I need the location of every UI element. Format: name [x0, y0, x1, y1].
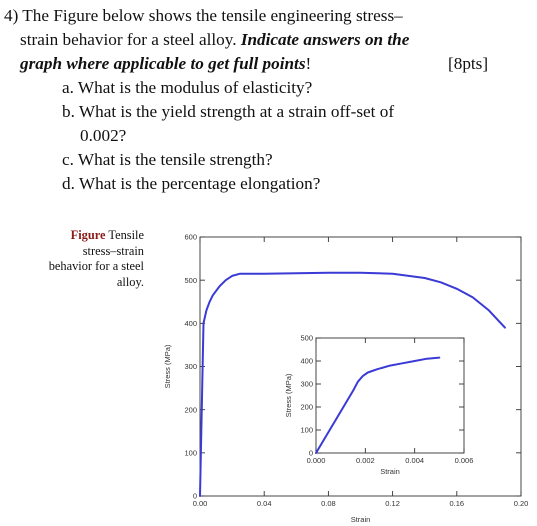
- main-ytick-label: 400: [184, 318, 197, 328]
- question-line-1: 4) The Figure below shows the tensile engineering stress–: [4, 6, 403, 25]
- question-line-3-plain: !: [305, 54, 312, 73]
- main-xtick-label: 0.04: [256, 499, 272, 508]
- inset-ytick-label: 0: [308, 448, 313, 458]
- caption-line-4: alloy.: [116, 274, 144, 289]
- inset-ytick-label: 400: [300, 356, 313, 366]
- main-xtick-label: 0.00: [192, 499, 208, 508]
- caption-word: Tensile: [108, 228, 144, 242]
- question-line-2-plain: strain behavior for a steel alloy.: [20, 30, 241, 49]
- main-xtick-label: 0.16: [449, 499, 465, 508]
- inset-ytick-label: 100: [300, 425, 313, 435]
- main-ytick-label: 500: [184, 275, 197, 285]
- inset-xtick-label: 0.004: [405, 456, 425, 465]
- main-xtick-label: 0.12: [385, 499, 400, 508]
- inset-ytick-label: 200: [300, 402, 313, 412]
- main-xtick-label: 0.08: [321, 499, 336, 508]
- inset-ytick-label: 300: [300, 379, 313, 389]
- question-line-3-bold: graph where applicable to get full points: [20, 54, 306, 73]
- part-a: a. What is the modulus of elasticity?: [62, 78, 313, 97]
- part-c: c. What is the tensile strength?: [62, 150, 273, 169]
- part-d: d. What is the percentage elongation?: [62, 174, 321, 193]
- inset-y-axis-title: Stress (MPa): [284, 373, 293, 418]
- caption-line-3: behavior for a steel: [48, 259, 144, 273]
- inset-xtick-label: 0.000: [306, 456, 326, 465]
- main-ytick-label: 600: [184, 232, 197, 242]
- main-ytick-label: 0: [192, 491, 197, 501]
- question-line-2-bold: Indicate answers on the: [240, 30, 410, 49]
- part-b-line-1: b. What is the yield strength at a strain off-set of: [62, 102, 395, 121]
- main-ytick-label: 100: [184, 448, 197, 458]
- main-ytick-label: 300: [184, 362, 197, 372]
- points-label: [8pts]: [448, 54, 489, 73]
- inset-xtick-label: 0.006: [454, 456, 474, 465]
- inset-x-axis-title: Strain: [380, 467, 400, 476]
- main-xtick-label: 0.20: [513, 499, 529, 508]
- inset-frame: [316, 338, 464, 453]
- inset-xtick-label: 0.002: [355, 456, 375, 465]
- main-ytick-label: 200: [184, 405, 197, 415]
- main-x-axis-title: Strain: [350, 515, 371, 524]
- main-y-axis-title: Stress (MPa): [163, 344, 172, 389]
- inset-ytick-label: 500: [300, 333, 313, 343]
- caption-line-2: stress–strain: [82, 243, 144, 258]
- figure-label: Figure: [70, 228, 106, 242]
- part-b-line-2: 0.002?: [80, 126, 127, 145]
- inset-plot: [284, 334, 473, 476]
